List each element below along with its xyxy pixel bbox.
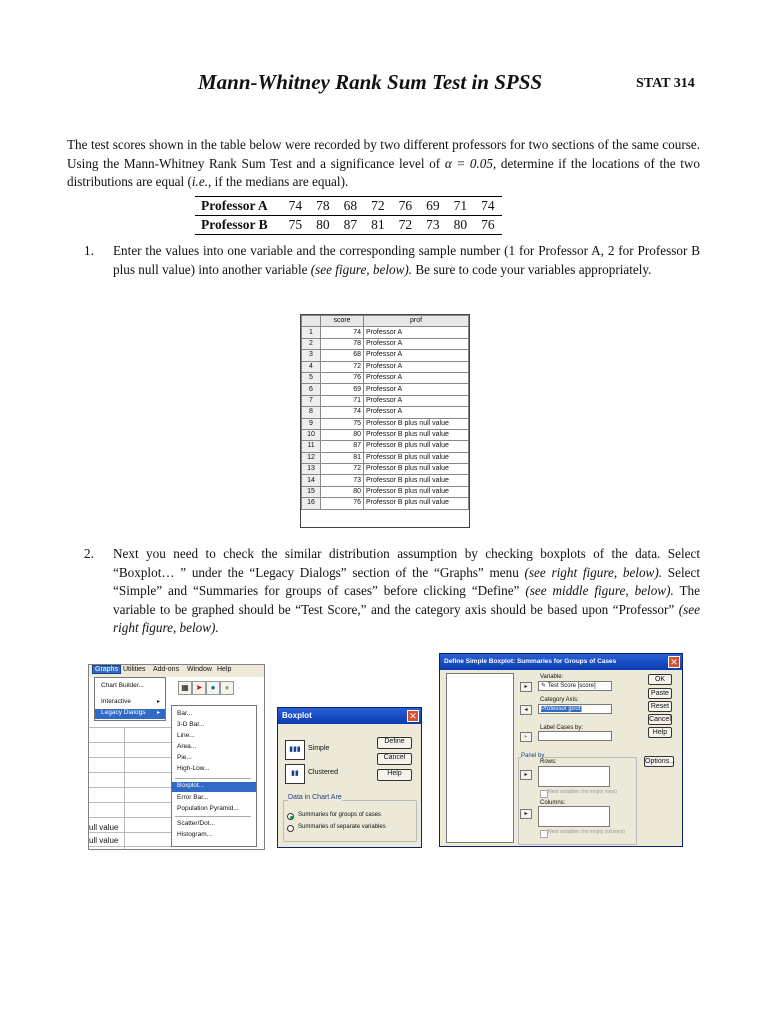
step-ref: (see figure, below). <box>310 261 413 277</box>
nest-columns-label: Nest variables (no empty columns) <box>548 829 625 835</box>
ok-button[interactable]: OK <box>648 674 672 685</box>
menu-utilities[interactable]: Utilities <box>123 666 146 673</box>
data-in-chart-group <box>283 800 417 842</box>
menu-help[interactable]: Help <box>217 666 232 673</box>
step-1 <box>84 242 700 279</box>
score-cell[interactable]: 80 <box>321 486 364 497</box>
table-row <box>302 395 469 406</box>
score-cell[interactable]: 75 <box>321 418 364 429</box>
menu-item-chart-builder[interactable]: Chart Builder... <box>101 682 144 689</box>
table-row <box>195 216 502 235</box>
menu-window[interactable]: Window <box>187 666 212 673</box>
cell: 72 <box>398 217 413 232</box>
table-row <box>302 327 469 338</box>
row-number: 4 <box>302 361 321 372</box>
menu-item-histogram[interactable]: Histogram... <box>177 831 213 838</box>
rows-label: Rows: <box>540 759 557 765</box>
submenu-arrow-icon: ▸ <box>157 710 161 716</box>
step-text: Next you need to check the similar distribution assumption by checking boxplots of the data. Select “Boxplot… ” under the “Legacy Dialogs” section of the “Graphs” menu <box>113 546 700 580</box>
table-row <box>302 486 469 497</box>
step-text: Enter the values into one variable and the corresponding sample number (1 for Professor A, 2 for Professor B plus null value) into another variable <box>113 243 700 277</box>
nest-rows-checkbox[interactable] <box>540 790 548 798</box>
score-cell[interactable]: 68 <box>321 350 364 361</box>
prof-cell[interactable]: Professor A <box>364 395 469 406</box>
graphs-menu-screenshot <box>88 664 265 850</box>
row-number: 5 <box>302 372 321 383</box>
variable-list[interactable] <box>446 673 514 843</box>
menu-item-scatter-dot[interactable]: Scatter/Dot... <box>177 820 215 827</box>
table-row <box>302 350 469 361</box>
step-ref: (see right figure, below). <box>524 564 663 580</box>
row-number: 3 <box>302 350 321 361</box>
move-arrow-icon[interactable]: ▸ <box>520 809 532 819</box>
cell: 71 <box>447 197 475 216</box>
simple-boxplot-icon[interactable]: ▮▮▮ <box>285 740 305 760</box>
menu-item-interactive[interactable]: Interactive <box>101 698 131 705</box>
row-label: Professor A <box>195 197 282 216</box>
table-row <box>302 464 469 475</box>
score-cell[interactable]: 78 <box>321 338 364 349</box>
score-cell[interactable]: 71 <box>321 395 364 406</box>
step-text: Be sure to code your variables appropriately. <box>412 261 652 277</box>
group-label: Data in Chart Are <box>288 794 342 801</box>
option-clustered[interactable]: Clustered <box>308 769 338 776</box>
intro-text: , if the medians are equal). <box>208 174 349 190</box>
graphs-dropdown <box>94 677 166 721</box>
nest-columns-checkbox[interactable] <box>540 830 548 838</box>
move-arrow-icon[interactable]: ▸ <box>520 732 532 742</box>
table-row <box>302 407 469 418</box>
prof-cell[interactable]: Professor B plus null value <box>364 464 469 475</box>
menu-item-boxplot[interactable]: Boxplot... <box>172 782 256 792</box>
columns-label: Columns: <box>540 800 566 806</box>
menu-item-bar[interactable]: Bar... <box>177 710 193 717</box>
legacy-dialogs-submenu <box>171 705 257 847</box>
radio-label: Summaries for groups of cases <box>298 812 382 818</box>
row-number: 7 <box>302 395 321 406</box>
prof-cell[interactable]: Professor A <box>364 327 469 338</box>
ie-text: i.e. <box>191 174 209 190</box>
row-number: 14 <box>302 475 321 486</box>
row-number: 9 <box>302 418 321 429</box>
move-arrow-icon[interactable]: ▸ <box>520 770 532 780</box>
paste-button[interactable]: Paste <box>648 688 672 699</box>
table-row <box>302 361 469 372</box>
cell: 73 <box>426 217 440 232</box>
row-number: 13 <box>302 464 321 475</box>
prof-cell[interactable]: Professor A <box>364 384 469 395</box>
score-cell[interactable]: 81 <box>321 452 364 463</box>
step-text: The variable to be graphed should be “Test Score,” and the category axis should be based upon “Professor” <box>113 583 700 617</box>
step-number: 2. <box>84 546 94 561</box>
row-label: Professor B <box>201 217 268 232</box>
score-cell[interactable]: 76 <box>321 372 364 383</box>
category-axis-field[interactable]: Professor [prof] <box>538 704 612 714</box>
nest-rows-label: Nest variables (no empty rows) <box>548 789 617 795</box>
prof-cell[interactable]: Professor B plus null value <box>364 498 469 509</box>
step-ref: (see middle figure, below). <box>525 583 674 599</box>
variable-label: Variable: <box>540 674 564 680</box>
row-number: 8 <box>302 407 321 418</box>
menu-item-population-pyramid[interactable]: Population Pyramid... <box>177 805 239 812</box>
menu-item-error-bar[interactable]: Error Bar... <box>177 794 209 801</box>
prof-cell[interactable]: Professor B plus null value <box>364 418 469 429</box>
submenu-arrow-icon: ▸ <box>157 699 161 705</box>
table-row <box>302 452 469 463</box>
prof-cell[interactable]: Professor A <box>364 372 469 383</box>
null-value-cell: ull value <box>89 823 119 832</box>
cell: 76 <box>481 217 495 232</box>
define-button[interactable]: Define <box>377 737 412 749</box>
pointer-icon[interactable]: ➤ <box>192 681 206 695</box>
rows-field[interactable] <box>538 766 610 787</box>
toolbar <box>174 679 254 695</box>
circle-icon[interactable]: ● <box>220 681 234 695</box>
row-number: 15 <box>302 486 321 497</box>
menu-item-legacy-dialogs[interactable]: Legacy Dialogs <box>95 709 165 719</box>
cell: 69 <box>419 197 447 216</box>
category-axis-label: Category Axis: <box>540 697 579 703</box>
cell: 68 <box>337 197 365 216</box>
table-row <box>195 197 502 216</box>
radio-groups-of-cases[interactable] <box>287 813 294 820</box>
panel-by-label: Panel by <box>521 753 545 759</box>
score-cell[interactable]: 72 <box>321 464 364 475</box>
radio-label: Summaries of separate variables <box>298 824 386 830</box>
score-cell[interactable]: 87 <box>321 441 364 452</box>
table-row <box>302 475 469 486</box>
page-title: Mann-Whitney Rank Sum Test in SPSS <box>198 70 543 94</box>
menu-addons[interactable]: Add-ons <box>153 666 180 673</box>
cell: 72 <box>364 197 392 216</box>
cancel-button[interactable]: Cancel <box>377 753 412 765</box>
cell: 75 <box>288 217 303 232</box>
dialog-title: Define Simple Boxplot: Summaries for Groups of Cases <box>440 654 682 670</box>
intro-text: , determine if the locations of the two distributions are equal ( <box>67 155 700 190</box>
prof-cell[interactable]: Professor A <box>364 407 469 418</box>
table-row <box>302 372 469 383</box>
sheet-header <box>302 316 469 327</box>
score-cell[interactable]: 72 <box>321 361 364 372</box>
globe-icon[interactable]: ● <box>206 681 220 695</box>
row-number: 6 <box>302 384 321 395</box>
radio-separate-variables[interactable] <box>287 825 294 832</box>
close-icon[interactable]: ✕ <box>407 710 419 722</box>
score-cell[interactable]: 74 <box>321 407 364 418</box>
prof-cell[interactable]: Professor A <box>364 350 469 361</box>
label-cases-label: Label Cases by: <box>540 725 584 731</box>
menu-item-3d-bar[interactable]: 3-D Bar... <box>177 721 205 728</box>
row-number: 1 <box>302 327 321 338</box>
table-row <box>302 429 469 440</box>
spss-data-sheet <box>300 314 470 528</box>
prof-cell[interactable]: Professor B plus null value <box>364 486 469 497</box>
toolbar-icon[interactable]: ▦ <box>178 681 192 695</box>
cell: 74 <box>474 197 502 216</box>
prof-cell[interactable]: Professor B plus null value <box>364 475 469 486</box>
score-cell[interactable]: 73 <box>321 475 364 486</box>
help-button[interactable]: Help <box>648 727 672 738</box>
cell: 78 <box>309 197 337 216</box>
data-grid-background <box>89 727 171 849</box>
define-boxplot-dialog <box>439 653 683 847</box>
intro-text: The test scores shown in the table below were recorded by two different professors for two sections of the same course. Using the Mann-Whitney Rank Sum Test and a significance level of <box>67 137 700 171</box>
step-number: 1. <box>84 243 94 258</box>
menubar <box>89 665 264 677</box>
cancel-button[interactable]: Cancel <box>649 716 671 723</box>
clustered-boxplot-icon[interactable]: ▮▮ <box>285 764 305 784</box>
boxplot-dialog <box>277 707 422 848</box>
prof-cell[interactable]: Professor A <box>364 338 469 349</box>
menu-item-pie[interactable]: Pie... <box>177 754 192 761</box>
prof-cell[interactable]: Professor B plus null value <box>364 441 469 452</box>
move-arrow-icon[interactable]: ◂ <box>520 705 532 715</box>
score-table <box>195 196 502 235</box>
course-label: STAT 314 <box>636 76 695 91</box>
cell: 76 <box>392 197 420 216</box>
score-cell[interactable]: 69 <box>321 384 364 395</box>
table-row <box>302 418 469 429</box>
cell: 87 <box>343 217 358 232</box>
cell: 81 <box>371 217 385 232</box>
cell: 74 <box>282 197 310 216</box>
row-number: 16 <box>302 498 321 509</box>
score-cell[interactable]: 80 <box>321 429 364 440</box>
column-header[interactable]: prof <box>364 316 469 327</box>
column-header[interactable]: score <box>321 316 364 327</box>
prof-cell[interactable]: Professor B plus null value <box>364 429 469 440</box>
table-row <box>302 498 469 509</box>
table-row <box>302 338 469 349</box>
step-ref: (see right figure, below). <box>113 601 700 636</box>
null-value-cell: ull value <box>89 836 119 845</box>
score-cell[interactable]: 76 <box>321 498 364 509</box>
alpha-value: α = 0.05 <box>444 155 493 171</box>
cell: 80 <box>316 217 330 232</box>
menu-item-line[interactable]: Line... <box>177 732 195 739</box>
close-icon[interactable]: ✕ <box>668 656 680 668</box>
row-number: 2 <box>302 338 321 349</box>
reset-button[interactable]: Reset <box>648 701 672 712</box>
move-arrow-icon[interactable]: ▸ <box>520 682 532 692</box>
prof-cell[interactable]: Professor A <box>364 361 469 372</box>
columns-field[interactable] <box>538 806 610 827</box>
variable-field[interactable]: ✎ Test Score [score] <box>538 681 612 691</box>
table-row <box>302 384 469 395</box>
row-number: 11 <box>302 441 321 452</box>
step-2 <box>84 545 700 638</box>
label-cases-field[interactable] <box>538 731 612 741</box>
option-simple[interactable]: Simple <box>308 745 330 752</box>
row-number: 12 <box>302 452 321 463</box>
score-cell[interactable]: 74 <box>321 327 364 338</box>
row-number: 10 <box>302 429 321 440</box>
cell: 80 <box>453 217 468 232</box>
table-row <box>302 441 469 452</box>
intro-paragraph <box>67 136 700 192</box>
menu-item-high-low[interactable]: High-Low... <box>177 765 210 772</box>
menu-separator <box>175 778 251 779</box>
menu-separator <box>175 816 251 817</box>
menu-item-area[interactable]: Area... <box>177 743 197 750</box>
dialog-title: Boxplot <box>278 708 421 724</box>
help-button[interactable]: Help <box>377 769 412 781</box>
prof-cell[interactable]: Professor B plus null value <box>364 452 469 463</box>
menu-graphs[interactable]: Graphs <box>92 665 121 674</box>
options-button[interactable]: Options... <box>645 758 675 765</box>
step-text: Select “Simple” and “Summaries for groups of cases” before clicking “Define” <box>113 564 700 599</box>
